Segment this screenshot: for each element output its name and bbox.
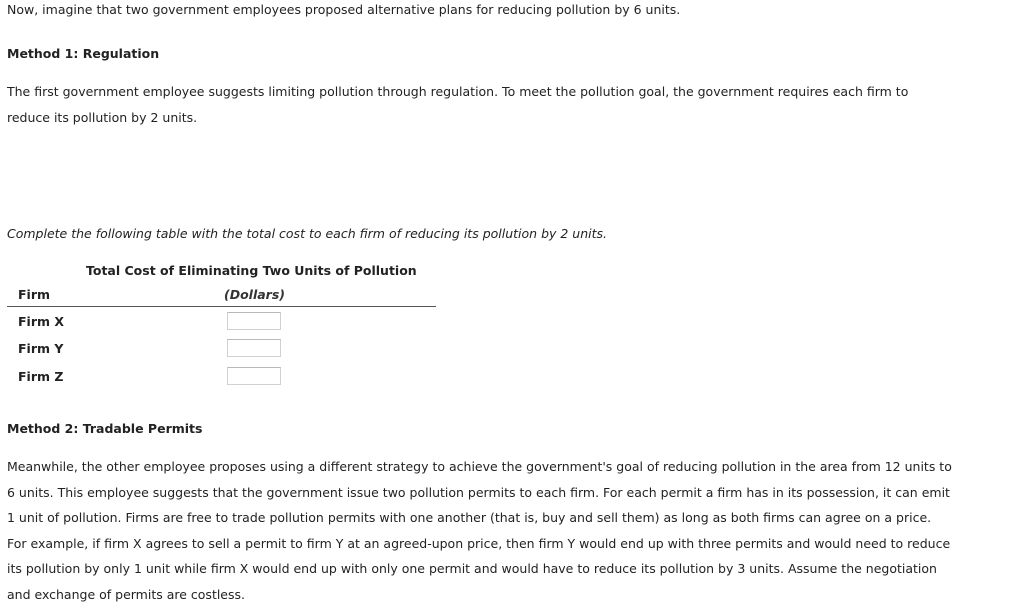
method2-paragraph — [7, 454, 952, 607]
table-header-firm: Firm — [18, 287, 51, 302]
firm-x-cost-input[interactable] — [227, 312, 281, 330]
row-label-firm-z: Firm Z — [18, 369, 64, 384]
method2-paragraph-line: 6 units. This employee suggests that the government issue two pollution permits to each firm. For each permit a firm has in its possession, it can emit — [7, 484, 950, 500]
firm-y-cost-input[interactable] — [227, 339, 281, 357]
firm-z-cost-input[interactable] — [227, 367, 281, 385]
method2-paragraph-line: For example, if firm X agrees to sell a permit to firm Y at an agreed-upon price, then firm Y would end up with three permits and would need to reduce — [7, 535, 951, 551]
intro-text: Now, imagine that two government employees proposed alternative plans for reducing pollution by 6 units. — [7, 2, 681, 17]
method1-paragraph — [7, 79, 908, 130]
table-header-divider — [7, 306, 436, 307]
table-title: Total Cost of Eliminating Two Units of Pollution — [86, 263, 417, 278]
method2-paragraph-line: and exchange of permits are costless. — [7, 586, 246, 602]
row-label-firm-y: Firm Y — [18, 341, 64, 356]
method1-paragraph-line: The first government employee suggests limiting pollution through regulation. To meet the pollution goal, the government requires each firm to — [7, 84, 909, 99]
method2-heading: Method 2: Tradable Permits — [7, 421, 203, 436]
method2-paragraph-line: 1 unit of pollution. Firms are free to trade pollution permits with one another (that is, buy and sell them) as long as both firms can agree on a price. — [7, 510, 932, 525]
method1-paragraph-line: reduce its pollution by 2 units. — [7, 109, 198, 125]
table-instruction: Complete the following table with the total cost to each firm of reducing its pollution by 2 units. — [7, 226, 607, 241]
row-label-firm-x: Firm X — [18, 314, 65, 329]
method2-paragraph-line: its pollution by only 1 unit while firm X would end up with only one permit and would have to reduce its pollution by 3 units. Assume the negotiation — [7, 561, 937, 576]
method1-heading: Method 1: Regulation — [7, 46, 160, 61]
method2-paragraph-line: Meanwhile, the other employee proposes using a different strategy to achieve the government's goal of reducing pollution in the area from 12 units to — [7, 459, 952, 474]
table-header-units: (Dollars) — [224, 287, 285, 302]
